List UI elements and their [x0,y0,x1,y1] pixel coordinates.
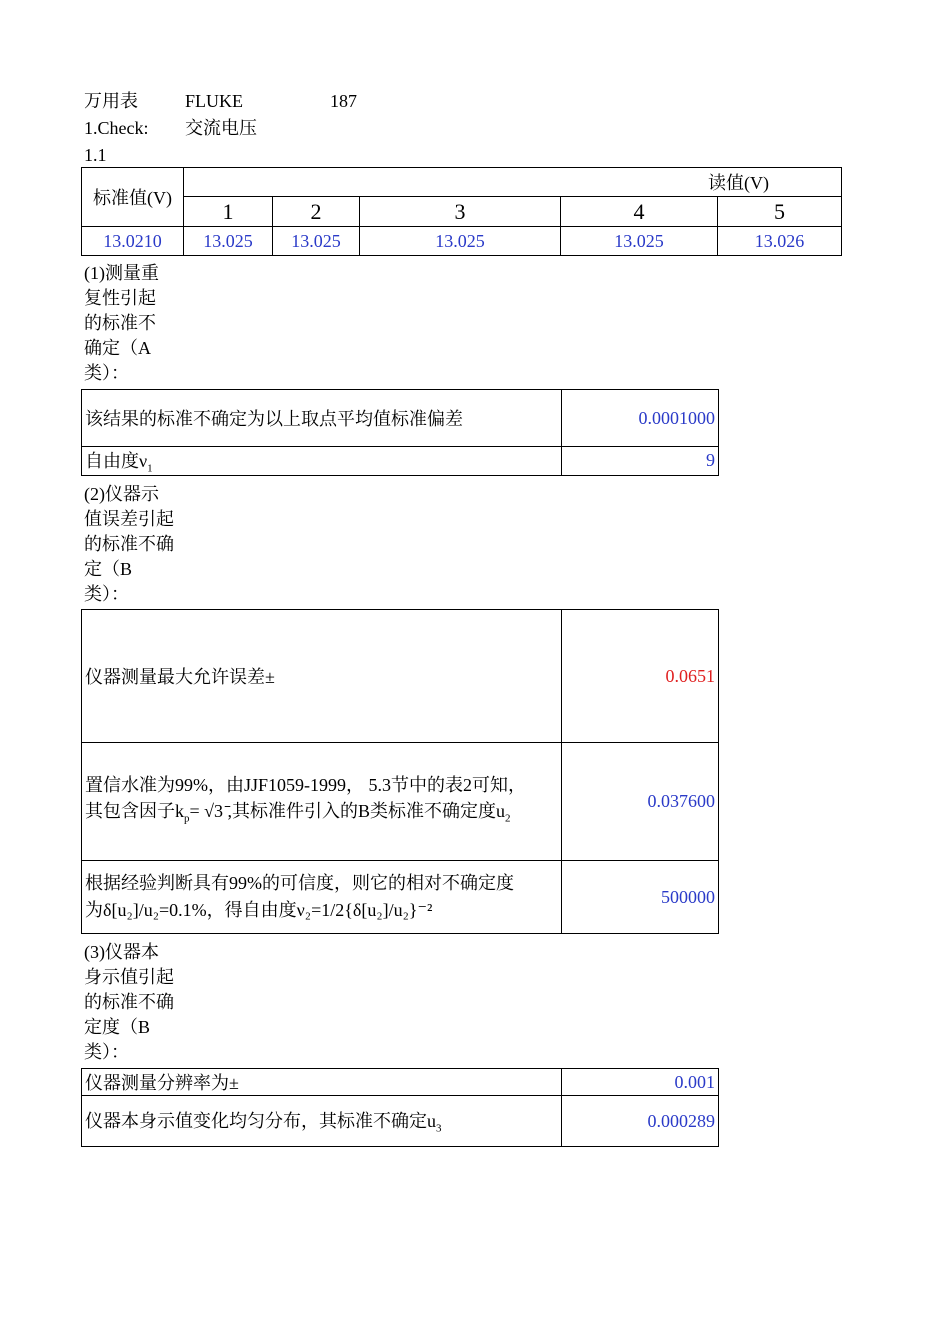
type-b3-resolution-value: 0.001 [562,1069,719,1096]
type-a-dof-label: 自由度$\nu_1$ [82,447,562,476]
reading-cell: 13.025 [273,227,360,256]
std-value-cell: 13.0210 [82,227,184,256]
reading-cell: 13.025 [561,227,718,256]
instrument-model: 187 [330,91,357,111]
type-a-std-value: 0.0001000 [562,390,719,447]
reading-cell: 13.025 [184,227,273,256]
type-b3-title: (3)仪器本身示值引起的标准不确定度（B类）： [84,942,174,1062]
column-header: 3 [360,197,561,227]
type-a-table [81,389,719,476]
type-b3-uniform-label: 仪器本身示值变化均匀分布，其标准不确定$u_3$ [82,1096,562,1147]
type-b3-uniform-value: 0.000289 [562,1096,719,1147]
reading-header: 读值(V) [184,168,842,197]
type-b-table [81,609,719,934]
reading-cell: 13.025 [360,227,561,256]
readings-table [81,167,842,256]
type-b-coverage-label: 置信水准为99%，由JJF1059-1999， 5.3节中的表2可知， 其包含因子$k_p= √3$ ̄,其标准件引入的B类标准不确定度$u_2$ [82,743,562,861]
std-value-header: 标准值(V) [82,168,184,227]
type-b3-resolution-label: 仪器测量分辨率为± [82,1069,562,1096]
type-b-max-error-value: 0.0651 [562,610,719,743]
type-b-dof-label: 根据经验判断具有99%的可信度，则它的相对不确定度 为δ[u₂]/u₂=0.1%，得自由度ν₂=1/2{δ[u₂]/u₂}⁻² [82,861,562,934]
instrument-label: 万用表 [84,91,138,111]
section-number: 1.1 [84,145,107,165]
reading-cell: 13.026 [718,227,842,256]
type-a-dof-value: 9 [562,447,719,476]
type-b-coverage-value: 0.037600 [562,743,719,861]
type-a-title: (1)测量重复性引起的标准不确定（A类）： [84,263,159,383]
check-label: 1.Check: [84,118,149,138]
type-b-title: (2)仪器示值误差引起的标准不确定（B类）： [84,484,174,604]
type-b-dof-value: 500000 [562,861,719,934]
column-header: 5 [718,197,842,227]
column-header: 1 [184,197,273,227]
instrument-brand: FLUKE [185,91,243,111]
type-b-max-error-label: 仪器测量最大允许误差± [82,610,562,743]
check-value: 交流电压 [185,118,257,138]
column-header: 2 [273,197,360,227]
type-b3-table [81,1068,719,1147]
type-a-std-label: 该结果的标准不确定为以上取点平均值标准偏差 [82,390,562,447]
column-header: 4 [561,197,718,227]
